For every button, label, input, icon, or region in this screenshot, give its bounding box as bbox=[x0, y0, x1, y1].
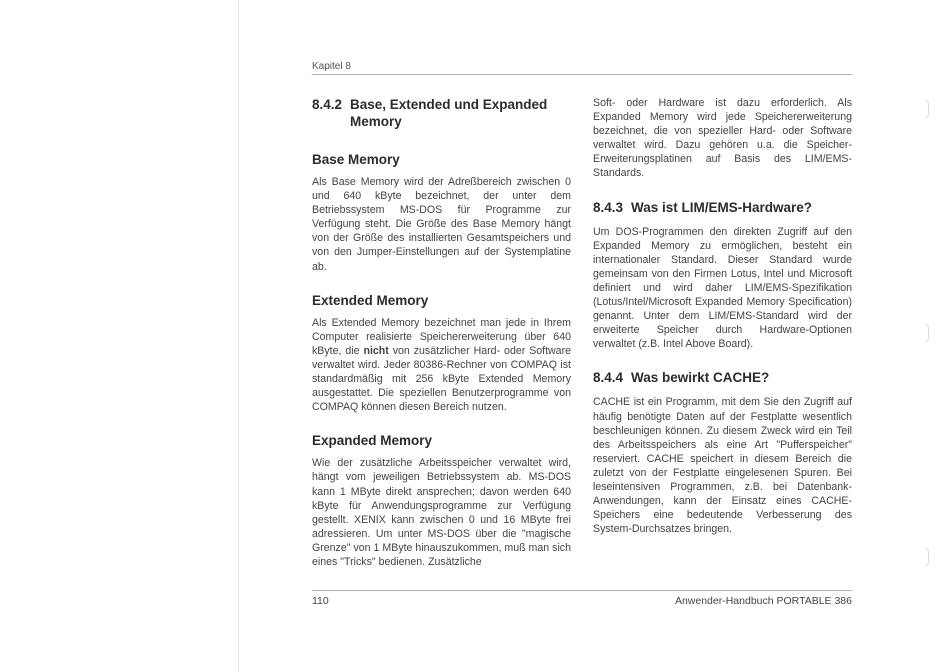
text-run: Als Extended Memory bezeichnet man jede in Ihrem Computer realisierte Speichererweiterung über 640 kByte, die bbox=[312, 316, 571, 357]
text-run: von zusätzlicher Hard- oder Software verwaltet wird. Jeder 80386-Rechner von COMPAQ ist standardmäßig mit 256 kByte Extended Memory ausgestattet. Die speziellen Benutzerprogramme von COMPAQ können diesen Bereich nutzen. bbox=[312, 344, 571, 414]
book-title: Anwender-Handbuch PORTABLE 386 bbox=[674, 595, 852, 607]
page-binding-line bbox=[238, 0, 239, 672]
header-rule bbox=[312, 74, 852, 75]
subheading-base-memory: Base Memory bbox=[312, 152, 400, 167]
section-heading-843 bbox=[593, 199, 852, 216]
paragraph-continuation: Soft- oder Hardware ist dazu erforderlich. Als Expanded Memory wird jede Speichererweiterung bezeichnet, die von spezieller Hard- oder Software verwaltet wird. Dazu gehören u.a. die Speicher-Erweiterungsplatinen auf Basis des LIM/EMS-Standards. bbox=[593, 97, 852, 180]
section-number: 8.4.4 bbox=[593, 370, 624, 386]
subheading-extended-memory: Extended Memory bbox=[312, 292, 429, 308]
left-column bbox=[312, 96, 571, 569]
paragraph-expanded-memory: Wie der zusätzliche Arbeitsspeicher verwaltet wird, hängt vom jeweiligen Betriebssystem ab. MS-DOS kann 1 MByte direkt ansprechen; davon werden 640 kByte für Anwendungsprogramme zur Verfügung gestellt. XENIX kann zwischen 0 und 16 MByte frei adressieren. Um unter MS-DOS über die "magische Grenze" von 1 MByte hinauszukommen, muß man sich eines "Tricks" bedienen. Zusätzliche bbox=[312, 457, 571, 568]
footer-rule bbox=[312, 590, 852, 591]
running-head: Kapitel 8 bbox=[312, 61, 351, 72]
section-title: Base, Extended und Expanded Memory bbox=[350, 97, 548, 129]
paragraph-lim-ems: Um DOS-Programmen den direkten Zugriff auf den Expanded Memory zu ermöglichen, besteht ein internationaler Standard. Dieser Standard wurde gemeinsam von den Firmen Lotus, Intel und Microsoft definiert und wird daher LIM/EMS-Spezifikation (Lotus/Intel/Microsoft Expanded Memory Specification) genannt. Unter dem LIM/EMS-Standard wird der erweiterte Speicher durch Hardware-Optionen verwaltet (z.B. Intel Above Board). bbox=[593, 225, 852, 351]
section-heading-844 bbox=[593, 369, 852, 386]
section-title: Was bewirkt CACHE? bbox=[631, 370, 770, 386]
paragraph-extended-memory bbox=[312, 316, 571, 415]
subheading-expanded-memory: Expanded Memory bbox=[312, 433, 433, 449]
section-number: 8.4.2 bbox=[312, 97, 343, 112]
page-number: 110 bbox=[312, 595, 329, 607]
emphasis-text: nicht bbox=[363, 344, 389, 357]
section-title: Was ist LIM/EMS-Hardware? bbox=[631, 199, 813, 215]
punch-hole-mark bbox=[922, 98, 929, 120]
section-number: 8.4.3 bbox=[593, 199, 624, 215]
paragraph-cache: CACHE ist ein Programm, mit dem Sie den Zugriff auf häufig benötigte Daten auf der Festplatte wesentlich beschleunigen können. Zu diesem Zweck wird ein Teil des Arbeitsspeichers als eine Art "Pufferspeicher" reserviert. CACHE speichert in diesem Bereich die zuletzt von der Festplatte eingelesenen Spuren. Bei leseintensiven Programmen, z.B. bei Datenbank-Anwendungen, kann der Einsatz eines CACHE-Speichers eine bedeutende Verbesserung des System-Durchsatzes bringen. bbox=[593, 396, 852, 536]
paragraph-base-memory: Als Base Memory wird der Adreßbereich zwischen 0 und 640 kByte bezeichnet, der unter dem Betriebssystem MS-DOS für Programme zur Verfügung steht. Die Größe des Base Memory hängt von der Größe des installierten Gesamtspeichers und von den Jumper-Einstellungen auf der Systemplatine ab. bbox=[312, 176, 571, 273]
punch-hole-mark bbox=[922, 546, 929, 568]
right-column bbox=[593, 96, 852, 536]
punch-hole-mark bbox=[922, 322, 929, 344]
section-heading-842 bbox=[312, 96, 571, 130]
